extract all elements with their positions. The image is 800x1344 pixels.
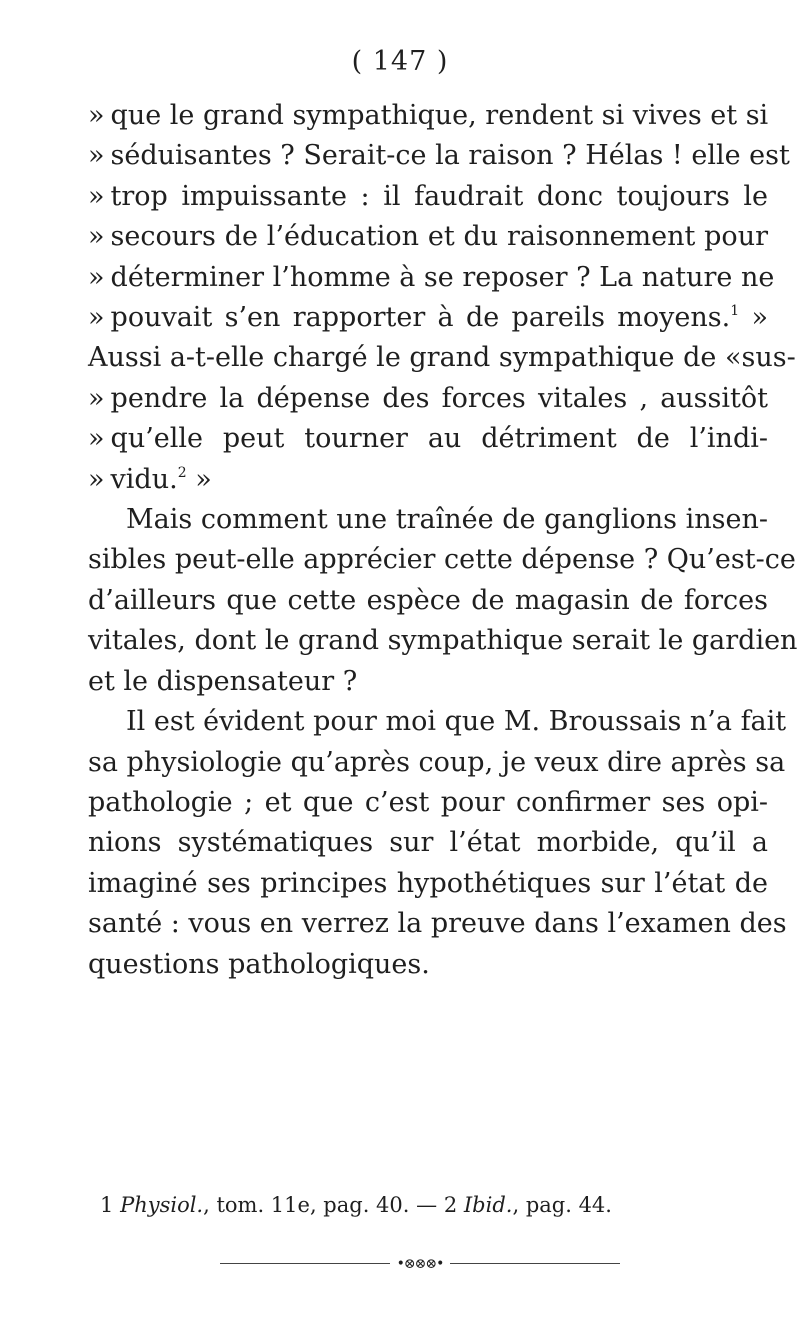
text-line: » qu’elle peut tourner au détriment de l’indi-	[88, 423, 768, 455]
text-line: vitales, dont le grand sympathique serait le gardien	[88, 625, 798, 657]
text-line: et le dispensateur ?	[88, 665, 358, 697]
text-line: questions pathologiques.	[88, 948, 430, 980]
text-line: nions systématiques sur l’état morbide, qu’il a	[88, 827, 768, 859]
quote-mark: »	[88, 423, 105, 455]
quote-mark: »	[88, 463, 105, 495]
page-number: ( 147 )	[351, 46, 449, 77]
text-line: Il est évident pour moi que M. Broussais n’a fait	[126, 706, 787, 738]
quote-mark: »	[88, 302, 105, 334]
quote-mark: »	[88, 100, 105, 131]
text-line: » pouvait s’en rapporter à de pareils moyens.$^1$ »	[88, 302, 768, 334]
quote-mark: »	[88, 180, 105, 212]
footnote-ref: 1	[730, 303, 740, 320]
quote-mark: »	[88, 221, 105, 253]
footnote-reference: Ibid.	[463, 1193, 513, 1217]
text-line: Aussi a-t-elle chargé le grand sympathique de «sus-	[88, 342, 796, 374]
quote-mark: »	[751, 302, 768, 334]
footnote-text: , pag. 44.	[512, 1193, 612, 1217]
text-line: sibles peut-elle apprécier cette dépense ? Qu’est-ce	[88, 544, 796, 576]
text-line: » vidu.$^2$ »	[88, 463, 212, 495]
footnote-number: 1	[100, 1193, 114, 1217]
footnote-number: 2	[443, 1193, 458, 1217]
text-line: » pendre la dépense des forces vitales , aussitôt	[88, 382, 768, 414]
text-line: » séduisantes ? Serait-ce la raison ? Hélas ! elle est	[88, 140, 790, 172]
text-line: » trop impuissante : il faudrait donc toujours le	[88, 180, 768, 212]
quote-mark: »	[195, 463, 212, 495]
text-line: d’ailleurs que cette espèce de magasin de forces	[88, 584, 768, 616]
text-line: » déterminer l’homme à se reposer ? La nature ne	[88, 261, 775, 293]
text-line: Mais comment une traînée de ganglions insen-	[126, 504, 768, 536]
quote-mark: »	[88, 261, 105, 293]
footnote-text: , tom. 11e, pag. 40. —	[203, 1193, 438, 1217]
footnote-ref: 2	[177, 464, 187, 481]
text-line: santé : vous en verrez la preuve dans l’examen des	[88, 908, 787, 940]
text-line: » secours de l’éducation et du raisonnement pour	[88, 221, 768, 253]
text-line: imaginé ses principes hypothétiques sur l’état de	[88, 867, 768, 899]
footnote-reference: Physiol.	[120, 1193, 204, 1217]
divider-rule	[450, 1263, 620, 1264]
quote-mark: »	[88, 140, 105, 172]
text-line: sa physiologie qu’après coup, je veux dire après sa	[88, 746, 786, 778]
quote-mark: »	[88, 382, 105, 414]
ornament-divider	[220, 1254, 620, 1274]
text-line: pathologie ; et que c’est pour confirmer ses opi-	[88, 786, 768, 818]
footnotes	[100, 1193, 760, 1217]
ornament-icon: •⊗⊗⊗•	[396, 1256, 444, 1272]
divider-rule	[220, 1263, 390, 1264]
text-line: » que le grand sympathique, rendent si vives et si	[88, 100, 769, 131]
body-text	[88, 96, 798, 985]
